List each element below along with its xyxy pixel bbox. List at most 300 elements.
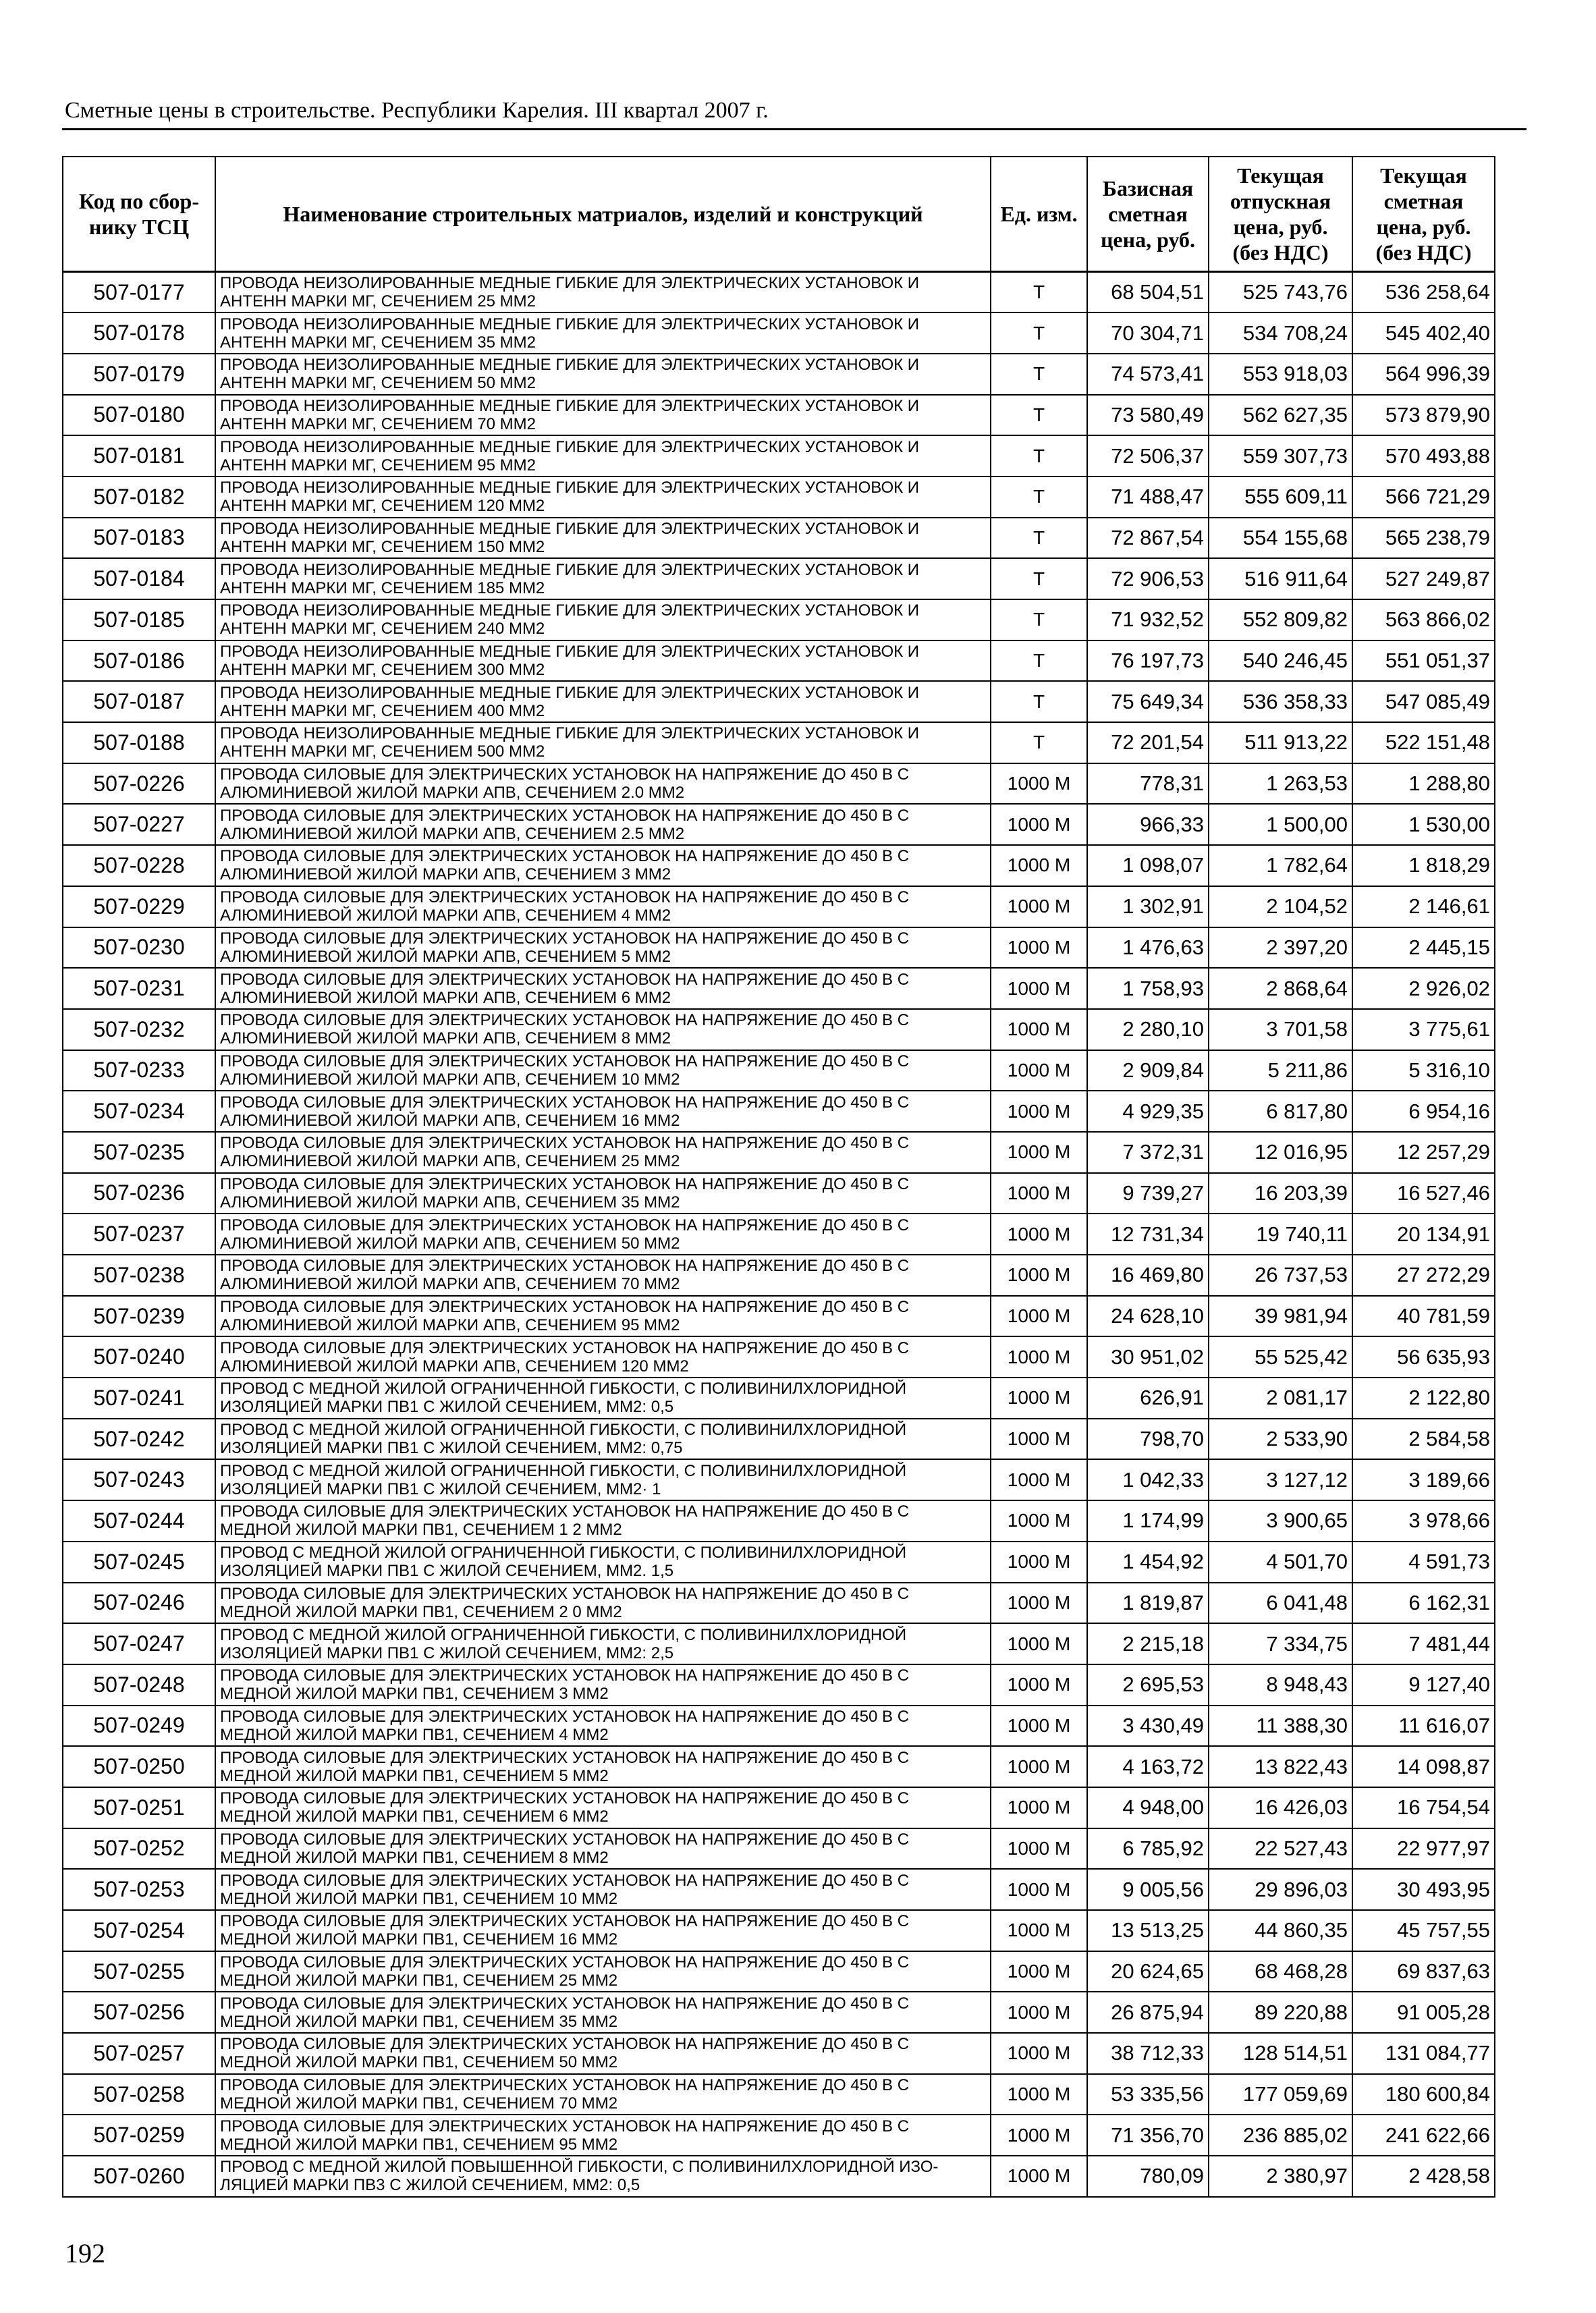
- estimate-price-cell: 566 721,29: [1352, 477, 1495, 518]
- release-price-cell: 6 041,48: [1209, 1583, 1352, 1624]
- code-cell: 507-0233: [63, 1050, 215, 1091]
- release-price-cell: 525 743,76: [1209, 272, 1352, 313]
- material-name-line: ПРОВОДА СИЛОВЫЕ ДЛЯ ЭЛЕКТРИЧЕСКИХ УСТАНОВОК НА НАПРЯЖЕНИЕ ДО 450 В С: [220, 1912, 910, 1931]
- table-row: [63, 1500, 1495, 1542]
- release-price-cell: 559 307,73: [1209, 435, 1352, 477]
- material-name-line: ПРОВОДА НЕИЗОЛИРОВАННЫЕ МЕДНЫЕ ГИБКИЕ ДЛЯ ЭЛЕКТРИЧЕСКИХ УСТАНОВОК И: [220, 479, 920, 497]
- material-name-line: АЛЮМИНИЕВОЙ ЖИЛОЙ МАРКИ АПВ, СЕЧЕНИЕМ 2.0 ММ2: [220, 784, 685, 802]
- material-name-line: АЛЮМИНИЕВОЙ ЖИЛОЙ МАРКИ АПВ, СЕЧЕНИЕМ 8 ММ2: [220, 1029, 671, 1048]
- material-name-cell: [215, 1542, 991, 1583]
- base-price-cell: 1 302,91: [1087, 886, 1209, 927]
- table-row: [63, 1542, 1495, 1583]
- unit-cell: 1000 М: [991, 1828, 1087, 1870]
- release-price-cell: 2 104,52: [1209, 886, 1352, 927]
- table-row: [63, 1828, 1495, 1870]
- base-price-cell: 1 042,33: [1087, 1459, 1209, 1500]
- material-name-cell: [215, 1378, 991, 1419]
- material-name-cell: [215, 1706, 991, 1747]
- header-line: сметная: [1108, 202, 1188, 226]
- material-name-line: АНТЕНН МАРКИ МГ, СЕЧЕНИЕМ 150 ММ2: [220, 537, 545, 556]
- code-cell: 507-0183: [63, 518, 215, 559]
- base-price-cell: 9 739,27: [1087, 1173, 1209, 1214]
- material-name-line: ПРОВОДА СИЛОВЫЕ ДЛЯ ЭЛЕКТРИЧЕСКИХ УСТАНОВОК НА НАПРЯЖЕНИЕ ДО 450 В С: [220, 2076, 910, 2095]
- release-price-cell: 26 737,53: [1209, 1255, 1352, 1296]
- material-name-cell: [215, 722, 991, 763]
- estimate-price-cell: 1 530,00: [1352, 804, 1495, 845]
- code-cell: 507-0242: [63, 1419, 215, 1460]
- material-name-line: АНТЕНН МАРКИ МГ, СЕЧЕНИЕМ 400 ММ2: [220, 701, 545, 720]
- unit-cell: 1000 М: [991, 1050, 1087, 1091]
- estimate-price-cell: 180 600,84: [1352, 2074, 1495, 2115]
- material-name-line: АЛЮМИНИЕВОЙ ЖИЛОЙ МАРКИ АПВ, СЕЧЕНИЕМ 16 ММ2: [220, 1111, 680, 1130]
- release-price-cell: 39 981,94: [1209, 1296, 1352, 1337]
- material-name-line: ПРОВОДА НЕИЗОЛИРОВАННЫЕ МЕДНЫЕ ГИБКИЕ ДЛЯ ЭЛЕКТРИЧЕСКИХ УСТАНОВОК И: [220, 315, 920, 333]
- release-price-cell: 562 627,35: [1209, 395, 1352, 436]
- base-price-cell: 778,31: [1087, 763, 1209, 805]
- code-cell: 507-0248: [63, 1664, 215, 1706]
- unit-cell: Т: [991, 395, 1087, 436]
- material-name-cell: [215, 1132, 991, 1173]
- estimate-price-cell: 522 151,48: [1352, 722, 1495, 763]
- estimate-price-cell: 14 098,87: [1352, 1746, 1495, 1787]
- material-name-cell: [215, 272, 991, 313]
- material-name-cell: [215, 312, 991, 354]
- code-cell: 507-0184: [63, 558, 215, 599]
- code-cell: 507-0236: [63, 1173, 215, 1214]
- release-price-cell: 89 220,88: [1209, 1992, 1352, 2033]
- material-name-line: АЛЮМИНИЕВОЙ ЖИЛОЙ МАРКИ АПВ, СЕЧЕНИЕМ 70 ММ2: [220, 1275, 680, 1294]
- material-name-cell: [215, 1459, 991, 1500]
- estimate-price-cell: 2 122,80: [1352, 1378, 1495, 1419]
- unit-cell: 1000 М: [991, 1296, 1087, 1337]
- material-name-line: АЛЮМИНИЕВОЙ ЖИЛОЙ МАРКИ АПВ, СЕЧЕНИЕМ 50 ММ2: [220, 1234, 680, 1253]
- estimate-price-cell: 3 189,66: [1352, 1459, 1495, 1500]
- unit-cell: 1000 М: [991, 1500, 1087, 1542]
- material-name-line: АЛЮМИНИЕВОЙ ЖИЛОЙ МАРКИ АПВ, СЕЧЕНИЕМ 2.5 ММ2: [220, 824, 685, 843]
- release-price-cell: 55 525,42: [1209, 1336, 1352, 1378]
- unit-cell: Т: [991, 641, 1087, 682]
- material-name-line: ИЗОЛЯЦИЕЙ МАРКИ ПВ1 С ЖИЛОЙ СЕЧЕНИЕМ, ММ2. 1,5: [220, 1562, 674, 1581]
- base-price-cell: 20 624,65: [1087, 1951, 1209, 1992]
- release-price-cell: 8 948,43: [1209, 1664, 1352, 1706]
- table-row: [63, 1255, 1495, 1296]
- unit-cell: 1000 М: [991, 763, 1087, 805]
- material-name-cell: [215, 1296, 991, 1337]
- base-price-cell: 1 454,92: [1087, 1542, 1209, 1583]
- material-name-line: МЕДНОЙ ЖИЛОЙ МАРКИ ПВ1, СЕЧЕНИЕМ 95 ММ2: [220, 2135, 618, 2154]
- base-price-cell: 9 005,56: [1087, 1869, 1209, 1910]
- release-price-cell: 1 500,00: [1209, 804, 1352, 845]
- estimate-price-cell: 2 926,02: [1352, 968, 1495, 1009]
- table-row: [63, 1869, 1495, 1910]
- table-row: [63, 518, 1495, 559]
- base-price-cell: 780,09: [1087, 2156, 1209, 2197]
- table-row: [63, 1336, 1495, 1378]
- material-name-line: АНТЕНН МАРКИ МГ, СЕЧЕНИЕМ 50 ММ2: [220, 374, 536, 393]
- table-row: [63, 2156, 1495, 2197]
- unit-cell: Т: [991, 477, 1087, 518]
- unit-cell: Т: [991, 354, 1087, 395]
- code-cell: 507-0231: [63, 968, 215, 1009]
- release-price-cell: 2 081,17: [1209, 1378, 1352, 1419]
- table-row: [63, 845, 1495, 886]
- material-name-cell: [215, 2156, 991, 2197]
- unit-cell: 1000 М: [991, 2115, 1087, 2156]
- base-price-cell: 7 372,31: [1087, 1132, 1209, 1173]
- code-cell: 507-0237: [63, 1214, 215, 1255]
- estimate-price-cell: 551 051,37: [1352, 641, 1495, 682]
- unit-cell: Т: [991, 599, 1087, 641]
- estimate-price-cell: 564 996,39: [1352, 354, 1495, 395]
- base-price-cell: 70 304,71: [1087, 312, 1209, 354]
- base-price-cell: 966,33: [1087, 804, 1209, 845]
- material-name-cell: [215, 1910, 991, 1951]
- material-name-line: ПРОВОДА СИЛОВЫЕ ДЛЯ ЭЛЕКТРИЧЕСКИХ УСТАНОВОК НА НАПРЯЖЕНИЕ ДО 450 В С: [220, 1298, 910, 1317]
- unit-cell: 1000 М: [991, 1951, 1087, 1992]
- page-running-header: Сметные цены в строительстве. Республики Карелия. III квартал 2007 г.: [65, 98, 769, 123]
- estimate-price-cell: 22 977,97: [1352, 1828, 1495, 1870]
- code-cell: 507-0260: [63, 2156, 215, 2197]
- estimate-price-cell: 241 622,66: [1352, 2115, 1495, 2156]
- code-cell: 507-0243: [63, 1459, 215, 1500]
- unit-cell: 1000 М: [991, 1542, 1087, 1583]
- base-price-cell: 75 649,34: [1087, 681, 1209, 722]
- unit-cell: 1000 М: [991, 2156, 1087, 2197]
- code-cell: 507-0252: [63, 1828, 215, 1870]
- material-name-cell: [215, 2115, 991, 2156]
- unit-cell: 1000 М: [991, 1255, 1087, 1296]
- base-price-cell: 71 932,52: [1087, 599, 1209, 641]
- table-row: [63, 1009, 1495, 1050]
- base-price-cell: 74 573,41: [1087, 354, 1209, 395]
- material-name-line: ПРОВОДА СИЛОВЫЕ ДЛЯ ЭЛЕКТРИЧЕСКИХ УСТАНОВОК НА НАПРЯЖЕНИЕ ДО 450 В С: [220, 1707, 910, 1726]
- material-name-line: АЛЮМИНИЕВОЙ ЖИЛОЙ МАРКИ АПВ, СЕЧЕНИЕМ 6 ММ2: [220, 988, 671, 1007]
- code-cell: 507-0230: [63, 927, 215, 969]
- base-price-cell: 72 867,54: [1087, 518, 1209, 559]
- page-number: 192: [65, 2238, 105, 2268]
- estimate-price-cell: 547 085,49: [1352, 681, 1495, 722]
- material-name-line: ПРОВОДА НЕИЗОЛИРОВАННЫЕ МЕДНЫЕ ГИБКИЕ ДЛЯ ЭЛЕКТРИЧЕСКИХ УСТАНОВОК И: [220, 724, 920, 743]
- base-price-cell: 13 513,25: [1087, 1910, 1209, 1951]
- material-name-line: АНТЕНН МАРКИ МГ, СЕЧЕНИЕМ 240 ММ2: [220, 620, 545, 638]
- release-price-cell: 554 155,68: [1209, 518, 1352, 559]
- unit-cell: 1000 М: [991, 2074, 1087, 2115]
- material-name-line: МЕДНОЙ ЖИЛОЙ МАРКИ ПВ1, СЕЧЕНИЕМ 25 ММ2: [220, 1971, 618, 1990]
- estimate-price-cell: 20 134,91: [1352, 1214, 1495, 1255]
- header-line: (без НДС): [1375, 240, 1472, 265]
- release-price-cell: 3 701,58: [1209, 1009, 1352, 1050]
- material-name-line: АНТЕНН МАРКИ МГ, СЕЧЕНИЕМ 300 ММ2: [220, 661, 545, 680]
- code-cell: 507-0246: [63, 1583, 215, 1624]
- release-price-cell: 516 911,64: [1209, 558, 1352, 599]
- code-cell: 507-0232: [63, 1009, 215, 1050]
- estimate-price-cell: 570 493,88: [1352, 435, 1495, 477]
- release-price-cell: 16 426,03: [1209, 1787, 1352, 1828]
- material-name-cell: [215, 1173, 991, 1214]
- table-row: [63, 272, 1495, 313]
- code-cell: 507-0241: [63, 1378, 215, 1419]
- code-cell: 507-0185: [63, 599, 215, 641]
- code-cell: 507-0178: [63, 312, 215, 354]
- material-name-line: АНТЕНН МАРКИ МГ, СЕЧЕНИЕМ 185 ММ2: [220, 578, 545, 597]
- header-line: цена, руб.: [1100, 227, 1196, 252]
- table-body: [63, 272, 1495, 2197]
- table-row: [63, 763, 1495, 805]
- material-name-line: ПРОВОД С МЕДНОЙ ЖИЛОЙ ПОВЫШЕННОЙ ГИБКОСТИ, С ПОЛИВИНИЛХЛОРИДНОЙ ИЗО-: [220, 2158, 939, 2177]
- material-name-line: ИЗОЛЯЦИЕЙ МАРКИ ПВ1 С ЖИЛОЙ СЕЧЕНИЕМ, ММ2· 1: [220, 1479, 661, 1498]
- code-cell: 507-0256: [63, 1992, 215, 2033]
- material-name-cell: [215, 1009, 991, 1050]
- code-cell: 507-0238: [63, 1255, 215, 1296]
- release-price-cell: 5 211,86: [1209, 1050, 1352, 1091]
- base-price-cell: 68 504,51: [1087, 272, 1209, 313]
- header-line: цена, руб.: [1233, 215, 1328, 239]
- material-name-line: МЕДНОЙ ЖИЛОЙ МАРКИ ПВ1, СЕЧЕНИЕМ 5 ММ2: [220, 1766, 609, 1785]
- table-row: [63, 354, 1495, 395]
- unit-cell: 1000 М: [991, 1214, 1087, 1255]
- table-row: [63, 1296, 1495, 1337]
- estimate-price-cell: 30 493,95: [1352, 1869, 1495, 1910]
- table-row: [63, 1459, 1495, 1500]
- material-name-line: ПРОВОДА СИЛОВЫЕ ДЛЯ ЭЛЕКТРИЧЕСКИХ УСТАНОВОК НА НАПРЯЖЕНИЕ ДО 450 В С: [220, 847, 910, 866]
- table-row: [63, 1951, 1495, 1992]
- material-name-cell: [215, 1746, 991, 1787]
- unit-cell: 1000 М: [991, 1459, 1087, 1500]
- unit-cell: 1000 М: [991, 1623, 1087, 1664]
- material-name-line: ПРОВОДА СИЛОВЫЕ ДЛЯ ЭЛЕКТРИЧЕСКИХ УСТАНОВОК НА НАПРЯЖЕНИЕ ДО 450 В С: [220, 1830, 910, 1849]
- material-name-line: АЛЮМИНИЕВОЙ ЖИЛОЙ МАРКИ АПВ, СЕЧЕНИЕМ 95 ММ2: [220, 1316, 680, 1335]
- estimate-price-cell: 565 238,79: [1352, 518, 1495, 559]
- estimate-price-cell: 1 818,29: [1352, 845, 1495, 886]
- material-name-line: МЕДНОЙ ЖИЛОЙ МАРКИ ПВ1, СЕЧЕНИЕМ 2 0 ММ2: [220, 1602, 622, 1621]
- material-name-line: ПРОВОДА СИЛОВЫЕ ДЛЯ ЭЛЕКТРИЧЕСКИХ УСТАНОВОК НА НАПРЯЖЕНИЕ ДО 450 В С: [220, 765, 910, 784]
- code-cell: 507-0228: [63, 845, 215, 886]
- material-name-cell: [215, 1419, 991, 1460]
- material-name-line: ПРОВОДА НЕИЗОЛИРОВАННЫЕ МЕДНЫЕ ГИБКИЕ ДЛЯ ЭЛЕКТРИЧЕСКИХ УСТАНОВОК И: [220, 396, 920, 415]
- material-name-line: ПРОВОДА СИЛОВЫЕ ДЛЯ ЭЛЕКТРИЧЕСКИХ УСТАНОВОК НА НАПРЯЖЕНИЕ ДО 450 В С: [220, 1093, 910, 1112]
- material-name-line: ПРОВОДА СИЛОВЫЕ ДЛЯ ЭЛЕКТРИЧЕСКИХ УСТАНОВОК НА НАПРЯЖЕНИЕ ДО 450 В С: [220, 1666, 910, 1685]
- material-name-line: ПРОВОДА СИЛОВЫЕ ДЛЯ ЭЛЕКТРИЧЕСКИХ УСТАНОВОК НА НАПРЯЖЕНИЕ ДО 450 В С: [220, 1748, 910, 1767]
- estimate-price-cell: 69 837,63: [1352, 1951, 1495, 1992]
- code-cell: 507-0257: [63, 2033, 215, 2074]
- estimate-price-cell: 40 781,59: [1352, 1296, 1495, 1337]
- unit-cell: 1000 М: [991, 927, 1087, 969]
- base-price-cell: 3 430,49: [1087, 1706, 1209, 1747]
- material-name-line: ПРОВОДА НЕИЗОЛИРОВАННЫЕ МЕДНЫЕ ГИБКИЕ ДЛЯ ЭЛЕКТРИЧЕСКИХ УСТАНОВОК И: [220, 643, 920, 661]
- table-row: [63, 2074, 1495, 2115]
- material-name-line: ПРОВОДА СИЛОВЫЕ ДЛЯ ЭЛЕКТРИЧЕСКИХ УСТАНОВОК НА НАПРЯЖЕНИЕ ДО 450 В С: [220, 1257, 910, 1276]
- release-price-cell: 553 918,03: [1209, 354, 1352, 395]
- estimate-price-cell: 11 616,07: [1352, 1706, 1495, 1747]
- unit-cell: 1000 М: [991, 804, 1087, 845]
- header-line: сметная: [1383, 189, 1464, 213]
- material-name-cell: [215, 968, 991, 1009]
- base-price-cell: 798,70: [1087, 1419, 1209, 1460]
- release-price-cell: 555 609,11: [1209, 477, 1352, 518]
- material-name-line: ПРОВОДА НЕИЗОЛИРОВАННЫЕ МЕДНЫЕ ГИБКИЕ ДЛЯ ЭЛЕКТРИЧЕСКИХ УСТАНОВОК И: [220, 437, 920, 456]
- unit-cell: 1000 М: [991, 1787, 1087, 1828]
- table-row: [63, 599, 1495, 641]
- price-table: [62, 156, 1495, 2198]
- release-price-cell: 3 127,12: [1209, 1459, 1352, 1500]
- table-row: [63, 477, 1495, 518]
- unit-cell: 1000 М: [991, 2033, 1087, 2074]
- material-name-line: ПРОВОДА СИЛОВЫЕ ДЛЯ ЭЛЕКТРИЧЕСКИХ УСТАНОВОК НА НАПРЯЖЕНИЕ ДО 450 В С: [220, 1134, 910, 1153]
- material-name-cell: [215, 1623, 991, 1664]
- release-price-cell: 2 397,20: [1209, 927, 1352, 969]
- code-cell: 507-0249: [63, 1706, 215, 1747]
- material-name-cell: [215, 1336, 991, 1378]
- code-cell: 507-0247: [63, 1623, 215, 1664]
- estimate-price-cell: 563 866,02: [1352, 599, 1495, 641]
- material-name-cell: [215, 927, 991, 969]
- material-name-line: ПРОВОД С МЕДНОЙ ЖИЛОЙ ОГРАНИЧЕННОЙ ГИБКОСТИ, С ПОЛИВИНИЛХЛОРИДНОЙ: [220, 1380, 907, 1398]
- material-name-cell: [215, 1500, 991, 1542]
- base-price-cell: 2 909,84: [1087, 1050, 1209, 1091]
- code-cell: 507-0244: [63, 1500, 215, 1542]
- material-name-line: МЕДНОЙ ЖИЛОЙ МАРКИ ПВ1, СЕЧЕНИЕМ 16 ММ2: [220, 1930, 618, 1949]
- base-price-cell: 71 488,47: [1087, 477, 1209, 518]
- material-name-line: ПРОВОДА СИЛОВЫЕ ДЛЯ ЭЛЕКТРИЧЕСКИХ УСТАНОВОК НА НАПРЯЖЕНИЕ ДО 450 В С: [220, 1502, 910, 1521]
- column-header-release-price: [1209, 157, 1352, 272]
- column-header-estimate-price: [1352, 157, 1495, 272]
- estimate-price-cell: 56 635,93: [1352, 1336, 1495, 1378]
- estimate-price-cell: 3 978,66: [1352, 1500, 1495, 1542]
- code-cell: 507-0240: [63, 1336, 215, 1378]
- table-row: [63, 1132, 1495, 1173]
- release-price-cell: 7 334,75: [1209, 1623, 1352, 1664]
- header-line: Текущая: [1237, 163, 1324, 188]
- table-row: [63, 641, 1495, 682]
- material-name-line: ПРОВОДА СИЛОВЫЕ ДЛЯ ЭЛЕКТРИЧЕСКИХ УСТАНОВОК НА НАПРЯЖЕНИЕ ДО 450 В С: [220, 970, 910, 989]
- material-name-cell: [215, 1869, 991, 1910]
- release-price-cell: 1 782,64: [1209, 845, 1352, 886]
- unit-cell: Т: [991, 272, 1087, 313]
- table-row: [63, 1910, 1495, 1951]
- material-name-line: АЛЮМИНИЕВОЙ ЖИЛОЙ МАРКИ АПВ, СЕЧЕНИЕМ 3 ММ2: [220, 865, 671, 884]
- material-name-cell: [215, 395, 991, 436]
- base-price-cell: 4 929,35: [1087, 1091, 1209, 1132]
- table-row: [63, 1787, 1495, 1828]
- material-name-cell: [215, 1951, 991, 1992]
- unit-cell: Т: [991, 435, 1087, 477]
- material-name-line: ПРОВОДА СИЛОВЫЕ ДЛЯ ЭЛЕКТРИЧЕСКИХ УСТАНОВОК НА НАПРЯЖЕНИЕ ДО 450 В С: [220, 1174, 910, 1193]
- estimate-price-cell: 7 481,44: [1352, 1623, 1495, 1664]
- table-row: [63, 886, 1495, 927]
- material-name-line: ПРОВОД С МЕДНОЙ ЖИЛОЙ ОГРАНИЧЕННОЙ ГИБКОСТИ, С ПОЛИВИНИЛХЛОРИДНОЙ: [220, 1421, 907, 1440]
- column-header-name: [215, 157, 991, 272]
- estimate-price-cell: 27 272,29: [1352, 1255, 1495, 1296]
- material-name-cell: [215, 1091, 991, 1132]
- unit-cell: 1000 М: [991, 1173, 1087, 1214]
- header-line: (без НДС): [1232, 240, 1329, 265]
- estimate-price-cell: 2 428,58: [1352, 2156, 1495, 2197]
- unit-cell: 1000 М: [991, 1992, 1087, 2033]
- release-price-cell: 3 900,65: [1209, 1500, 1352, 1542]
- material-name-line: ИЗОЛЯЦИЕЙ МАРКИ ПВ1 С ЖИЛОЙ СЕЧЕНИЕМ, ММ2: 0,75: [220, 1439, 683, 1458]
- estimate-price-cell: 16 754,54: [1352, 1787, 1495, 1828]
- base-price-cell: 2 695,53: [1087, 1664, 1209, 1706]
- estimate-price-cell: 2 146,61: [1352, 886, 1495, 927]
- material-name-line: ПРОВОД С МЕДНОЙ ЖИЛОЙ ОГРАНИЧЕННОЙ ГИБКОСТИ, С ПОЛИВИНИЛХЛОРИДНОЙ: [220, 1544, 907, 1562]
- material-name-line: АЛЮМИНИЕВОЙ ЖИЛОЙ МАРКИ АПВ, СЕЧЕНИЕМ 5 ММ2: [220, 947, 671, 966]
- material-name-line: АЛЮМИНИЕВОЙ ЖИЛОЙ МАРКИ АПВ, СЕЧЕНИЕМ 120 ММ2: [220, 1357, 689, 1376]
- material-name-line: АНТЕНН МАРКИ МГ, СЕЧЕНИЕМ 95 ММ2: [220, 456, 536, 474]
- release-price-cell: 2 380,97: [1209, 2156, 1352, 2197]
- material-name-cell: [215, 1664, 991, 1706]
- material-name-line: АНТЕНН МАРКИ МГ, СЕЧЕНИЕМ 25 ММ2: [220, 292, 536, 311]
- estimate-price-cell: 1 288,80: [1352, 763, 1495, 805]
- release-price-cell: 2 868,64: [1209, 968, 1352, 1009]
- unit-cell: 1000 М: [991, 1664, 1087, 1706]
- material-name-cell: [215, 845, 991, 886]
- table-row: [63, 558, 1495, 599]
- release-price-cell: 11 388,30: [1209, 1706, 1352, 1747]
- material-name-line: ПРОВОДА СИЛОВЫЕ ДЛЯ ЭЛЕКТРИЧЕСКИХ УСТАНОВОК НА НАПРЯЖЕНИЕ ДО 450 В С: [220, 806, 910, 825]
- material-name-cell: [215, 477, 991, 518]
- material-name-line: АНТЕНН МАРКИ МГ, СЕЧЕНИЕМ 500 ММ2: [220, 742, 545, 761]
- material-name-line: МЕДНОЙ ЖИЛОЙ МАРКИ ПВ1, СЕЧЕНИЕМ 8 ММ2: [220, 1848, 609, 1867]
- column-header-unit: [991, 157, 1087, 272]
- table-header: [63, 157, 1495, 272]
- base-price-cell: 1 174,99: [1087, 1500, 1209, 1542]
- base-price-cell: 24 628,10: [1087, 1296, 1209, 1337]
- material-name-line: ПРОВОДА СИЛОВЫЕ ДЛЯ ЭЛЕКТРИЧЕСКИХ УСТАНОВОК НА НАПРЯЖЕНИЕ ДО 450 В С: [220, 1052, 910, 1070]
- material-name-cell: [215, 1992, 991, 2033]
- code-cell: 507-0250: [63, 1746, 215, 1787]
- estimate-price-cell: 9 127,40: [1352, 1664, 1495, 1706]
- base-price-cell: 38 712,33: [1087, 2033, 1209, 2074]
- material-name-cell: [215, 599, 991, 641]
- material-name-cell: [215, 435, 991, 477]
- code-cell: 507-0177: [63, 272, 215, 313]
- material-name-line: АЛЮМИНИЕВОЙ ЖИЛОЙ МАРКИ АПВ, СЕЧЕНИЕМ 10 ММ2: [220, 1070, 680, 1089]
- base-price-cell: 72 906,53: [1087, 558, 1209, 599]
- table-header-row: [63, 157, 1495, 272]
- table-row: [63, 2115, 1495, 2156]
- material-name-line: МЕДНОЙ ЖИЛОЙ МАРКИ ПВ1, СЕЧЕНИЕМ 4 ММ2: [220, 1725, 609, 1744]
- base-price-cell: 2 215,18: [1087, 1623, 1209, 1664]
- material-name-line: МЕДНОЙ ЖИЛОЙ МАРКИ ПВ1, СЕЧЕНИЕМ 70 ММ2: [220, 2094, 618, 2113]
- release-price-cell: 16 203,39: [1209, 1173, 1352, 1214]
- header-line: нику ТСЦ: [88, 215, 190, 239]
- code-cell: 507-0255: [63, 1951, 215, 1992]
- release-price-cell: 1 263,53: [1209, 763, 1352, 805]
- estimate-price-cell: 2 584,58: [1352, 1419, 1495, 1460]
- material-name-line: ПРОВОДА СИЛОВЫЕ ДЛЯ ЭЛЕКТРИЧЕСКИХ УСТАНОВОК НА НАПРЯЖЕНИЕ ДО 450 В С: [220, 1338, 910, 1357]
- material-name-line: ПРОВОДА НЕИЗОЛИРОВАННЫЕ МЕДНЫЕ ГИБКИЕ ДЛЯ ЭЛЕКТРИЧЕСКИХ УСТАНОВОК И: [220, 683, 920, 702]
- material-name-line: ПРОВОДА СИЛОВЫЕ ДЛЯ ЭЛЕКТРИЧЕСКИХ УСТАНОВОК НА НАПРЯЖЕНИЕ ДО 450 В С: [220, 2117, 910, 2135]
- unit-cell: Т: [991, 681, 1087, 722]
- code-cell: 507-0229: [63, 886, 215, 927]
- code-cell: 507-0235: [63, 1132, 215, 1173]
- material-name-line: АЛЮМИНИЕВОЙ ЖИЛОЙ МАРКИ АПВ, СЕЧЕНИЕМ 25 ММ2: [220, 1152, 680, 1171]
- base-price-cell: 26 875,94: [1087, 1992, 1209, 2033]
- release-price-cell: 13 822,43: [1209, 1746, 1352, 1787]
- material-name-line: ИЗОЛЯЦИЕЙ МАРКИ ПВ1 С ЖИЛОЙ СЕЧЕНИЕМ, ММ2: 2,5: [220, 1643, 674, 1662]
- material-name-line: ПРОВОДА СИЛОВЫЕ ДЛЯ ЭЛЕКТРИЧЕСКИХ УСТАНОВОК НА НАПРЯЖЕНИЕ ДО 450 В С: [220, 1789, 910, 1808]
- material-name-line: ПРОВОД С МЕДНОЙ ЖИЛОЙ ОГРАНИЧЕННОЙ ГИБКОСТИ, С ПОЛИВИНИЛХЛОРИДНОЙ: [220, 1625, 907, 1644]
- material-name-line: ПРОВОДА СИЛОВЫЕ ДЛЯ ЭЛЕКТРИЧЕСКИХ УСТАНОВОК НА НАПРЯЖЕНИЕ ДО 450 В С: [220, 888, 910, 907]
- table-row: [63, 1419, 1495, 1460]
- estimate-price-cell: 4 591,73: [1352, 1542, 1495, 1583]
- material-name-line: ПРОВОДА СИЛОВЫЕ ДЛЯ ЭЛЕКТРИЧЕСКИХ УСТАНОВОК НА НАПРЯЖЕНИЕ ДО 450 В С: [220, 1994, 910, 2013]
- material-name-cell: [215, 1828, 991, 1870]
- base-price-cell: 4 948,00: [1087, 1787, 1209, 1828]
- base-price-cell: 76 197,73: [1087, 641, 1209, 682]
- header-line: отпускная: [1230, 189, 1331, 213]
- release-price-cell: 177 059,69: [1209, 2074, 1352, 2115]
